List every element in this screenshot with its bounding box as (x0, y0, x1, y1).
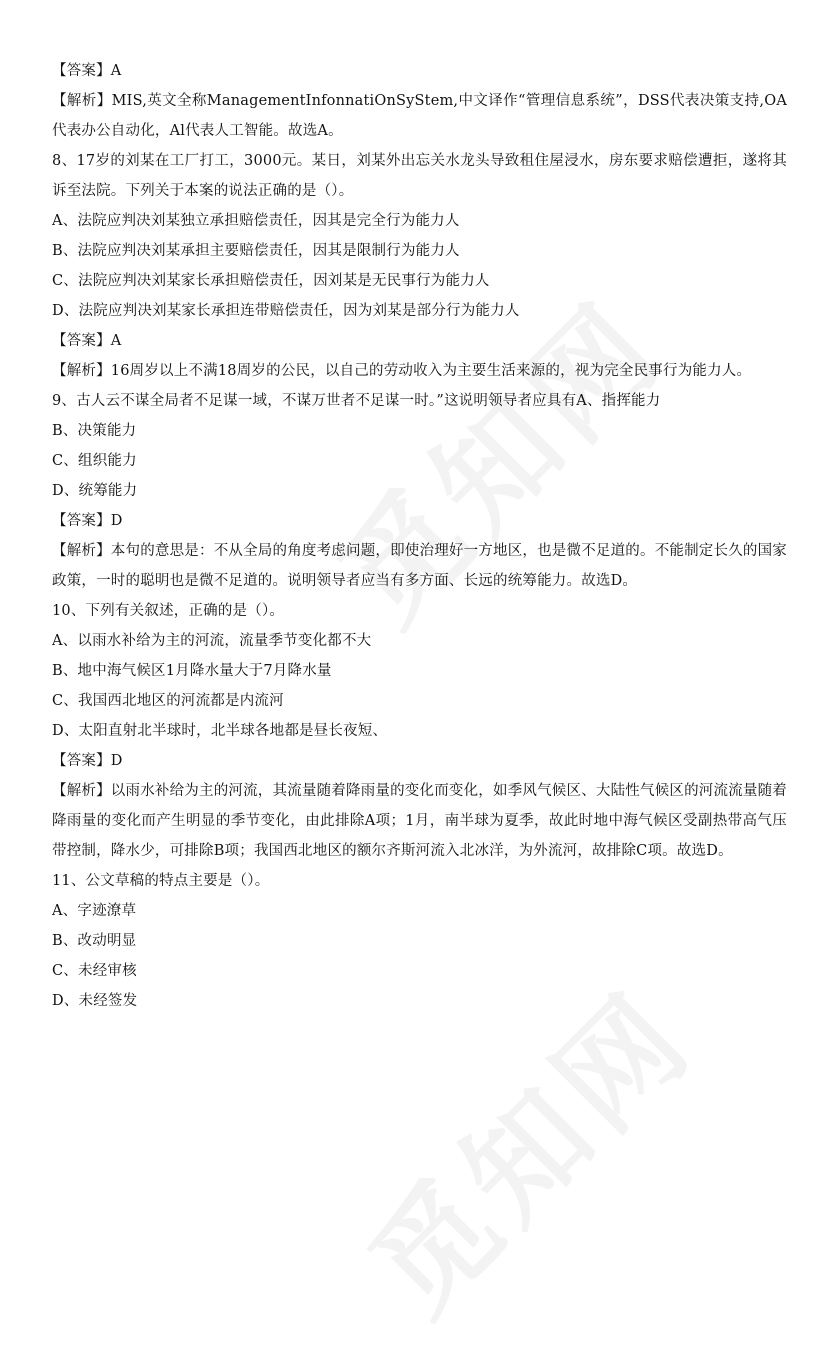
option-c: C、法院应判决刘某家长承担赔偿责任，因刘某是无民事行为能力人 (52, 273, 490, 289)
question-9: 9、古人云不谋全局者不足谋一域，不谋万世者不足谋一时。”这说明领导者应具有A、指挥能力 (52, 393, 661, 409)
answer-line: 【答案】A (52, 63, 122, 79)
option-c: C、我国西北地区的河流都是内流河 (52, 693, 284, 709)
option-d: D、统筹能力 (52, 483, 138, 499)
option-b: B、地中海气候区1月降水量大于7月降水量 (52, 663, 332, 679)
question-8: 8、17岁的刘某在工厂打工，3000元。某日，刘某外出忘关水龙头导致租住屋浸水，房东要求赔偿遭拒，遂将其诉至法院。下列关于本案的说法正确的是（）。 (52, 153, 787, 199)
question-10: 10、下列有关叙述，正确的是（）。 (52, 603, 285, 619)
document-body (52, 56, 787, 1016)
option-d: D、未经签发 (52, 993, 138, 1009)
answer-line: 【答案】A (52, 333, 122, 349)
option-a: A、以雨水补给为主的河流，流量季节变化都不大 (52, 633, 372, 649)
option-b: B、改动明显 (52, 933, 137, 949)
option-b: B、决策能力 (52, 423, 137, 439)
analysis-paragraph: 【解析】16周岁以上不满18周岁的公民，以自己的劳动收入为主要生活来源的，视为完全民事行为能力人。 (52, 363, 752, 379)
option-a: A、字迹潦草 (52, 903, 137, 919)
answer-line: 【答案】D (52, 513, 123, 529)
answer-line: 【答案】D (52, 753, 123, 769)
question-11: 11、公文草稿的特点主要是（）。 (52, 873, 270, 889)
option-c: C、未经审核 (52, 963, 137, 979)
option-d: D、法院应判决刘某家长承担连带赔偿责任，因为刘某是部分行为能力人 (52, 303, 520, 319)
option-b: B、法院应判决刘某承担主要赔偿责任，因其是限制行为能力人 (52, 243, 460, 259)
option-a: A、法院应判决刘某独立承担赔偿责任，因其是完全行为能力人 (52, 213, 460, 229)
option-d: D、太阳直射北半球时，北半球各地都是昼长夜短、 (52, 723, 388, 739)
analysis-paragraph: 【解析】本句的意思是：不从全局的角度考虑问题，即使治理好一方地区，也是微不足道的。不能制定长久的国家政策，一时的聪明也是微不足道的。说明领导者应当有多方面、长远的统筹能力。故选D。 (52, 543, 787, 589)
analysis-paragraph: 【解析】MIS,英文全称ManagementInfonnatiOnSyStem,中文译作“管理信息系统”，DSS代表决策支持,OA代表办公自动化，Al代表人工智能。故选A。 (52, 93, 787, 139)
analysis-paragraph: 【解析】以雨水补给为主的河流，其流量随着降雨量的变化而变化，如季风气候区、大陆性气候区的河流流量随着降雨量的变化而产生明显的季节变化，由此排除A项；1月，南半球为夏季，故此时地中海气候区受副热带高气压带控制，降水少，可排除B项；我国西北地区的额尔齐斯河流入北冰洋，为外流河，故排除C项。故选D。 (52, 783, 787, 859)
option-c: C、组织能力 (52, 453, 137, 469)
